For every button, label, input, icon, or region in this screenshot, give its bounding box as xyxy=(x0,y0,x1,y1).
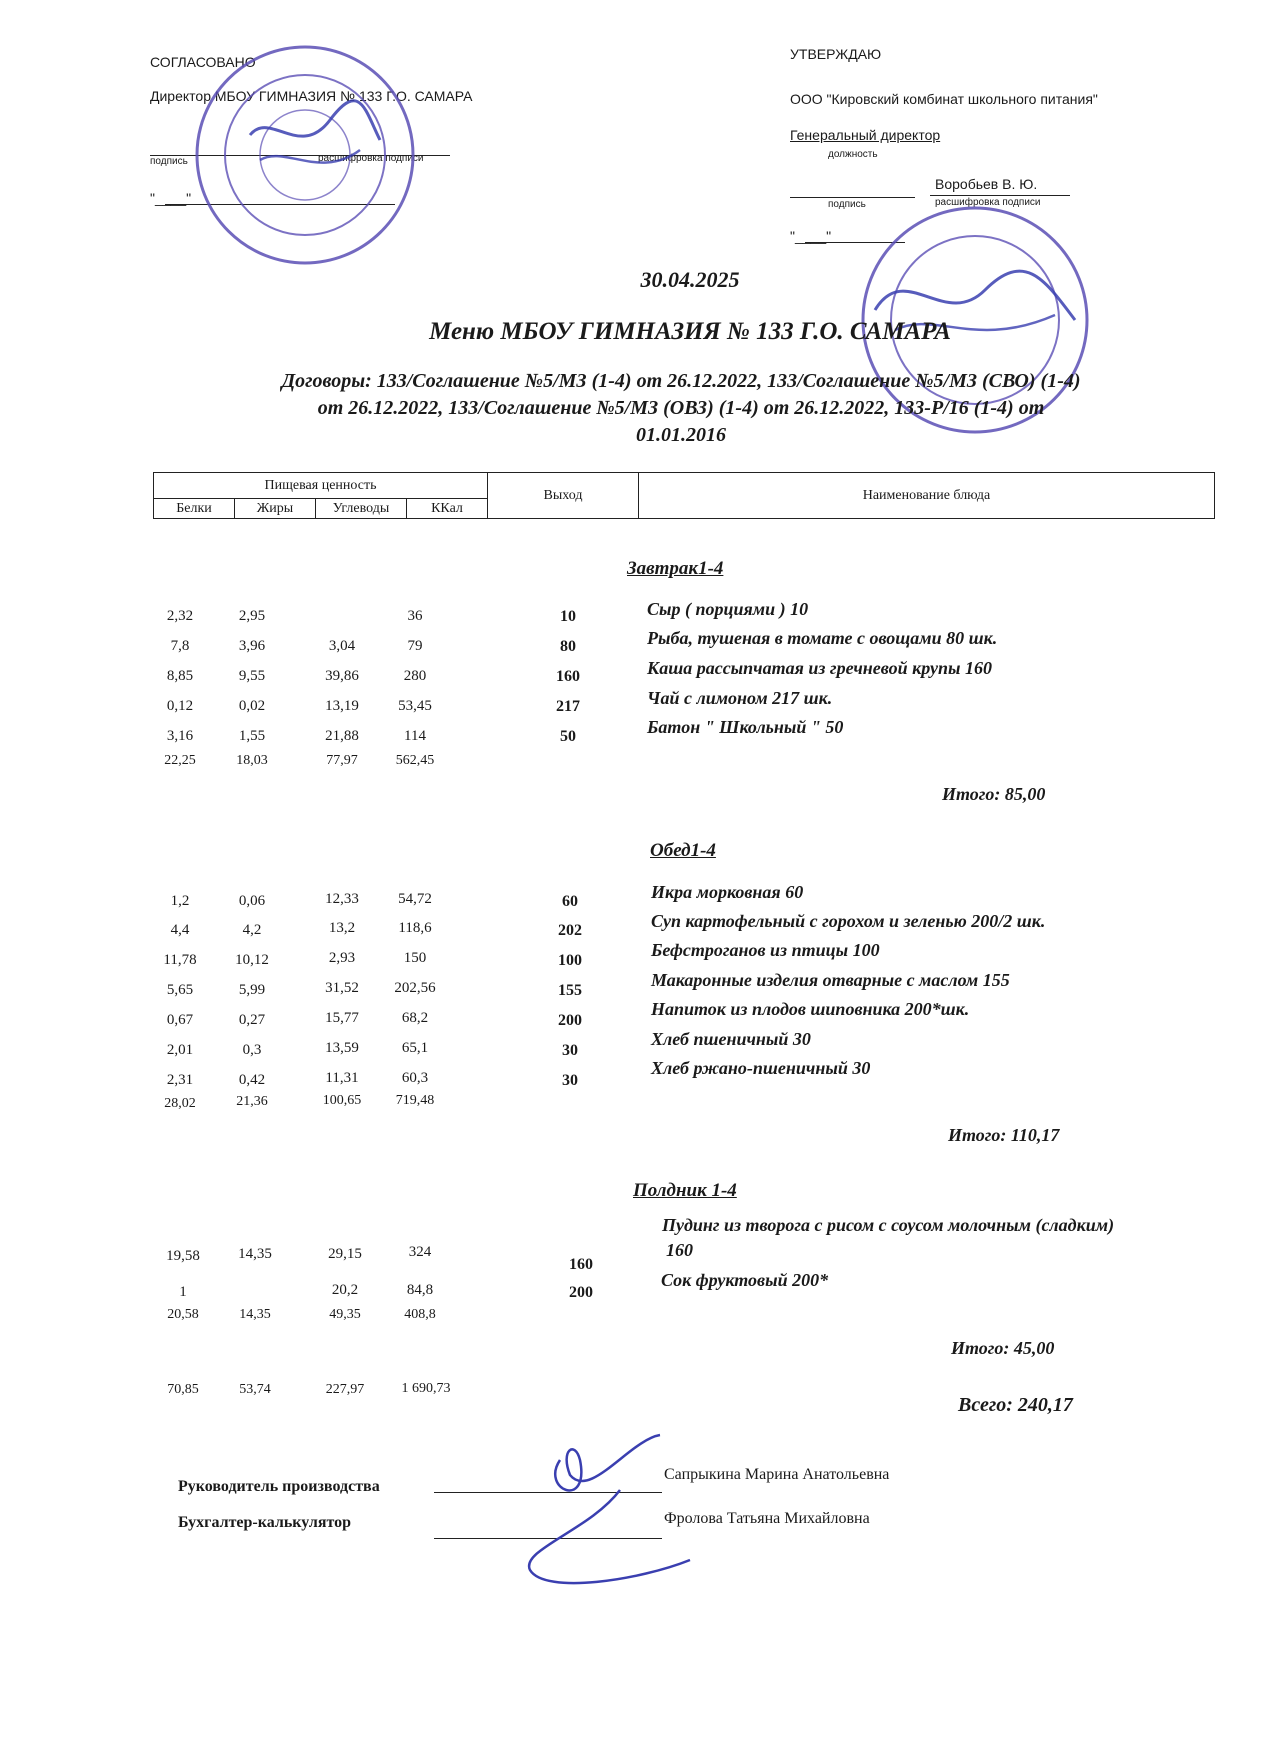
lunch-total: Итого: 110,17 xyxy=(948,1125,1060,1145)
dish-name: Пудинг из творога с рисом с соусом молочным (сладким) xyxy=(662,1215,1115,1235)
menu-table-header xyxy=(153,472,1215,519)
kcal-header: ККал xyxy=(407,499,488,519)
sign-caption-right: подпись xyxy=(828,199,866,210)
accountant-name: Фролова Татьяна Михайловна xyxy=(664,1510,870,1527)
contracts-line-1: Договоры: 133/Соглашение №5/МЗ (1-4) от 26.12.2022, 133/Соглашение №5/МЗ (СВО) (1-4) xyxy=(281,370,1081,392)
dish-name: Рыба, тушеная в томате с овощами 80 шк. xyxy=(647,628,998,648)
output-value: 155 xyxy=(558,982,582,999)
approved-label: СОГЛАСОВАНО xyxy=(150,54,256,70)
contracts-line-3: 01.01.2016 xyxy=(636,424,726,446)
kcal-value: 60,3 xyxy=(401,1070,429,1086)
protein-value: 2,01 xyxy=(166,1042,194,1058)
output-value: 10 xyxy=(560,608,576,625)
protein-sum: 22,25 xyxy=(164,753,196,768)
output-header: Выход xyxy=(488,473,639,519)
carbs-value: 13,2 xyxy=(328,920,356,936)
section-snack-title: Полдник 1-4 xyxy=(633,1180,737,1201)
signer-line xyxy=(930,195,1070,196)
carbs-sum: 100,65 xyxy=(322,1093,362,1108)
date-stub-left: "____" xyxy=(150,190,192,206)
fat-value: 10,12 xyxy=(235,952,269,968)
director-line: Директор МБОУ ГИМНАЗИЯ № 133 Г.О. САМАРА xyxy=(150,88,473,104)
section-breakfast-title: Завтрак1-4 xyxy=(627,558,724,579)
dish-name: Напиток из плодов шиповника 200*шк. xyxy=(651,999,970,1019)
round-stamp-left xyxy=(190,40,420,270)
dish-name: Икра морковная 60 xyxy=(651,882,804,902)
output-value: 217 xyxy=(556,698,580,715)
protein-sum: 20,58 xyxy=(167,1307,199,1322)
carbs-sum: 49,35 xyxy=(329,1307,361,1322)
protein-value: 7,8 xyxy=(170,638,190,654)
carbs-value: 2,93 xyxy=(328,950,356,966)
contracts-line-2: от 26.12.2022, 133/Соглашение №5/МЗ (ОВЗ) (1-4) от 26.12.2022, 133-Р/16 (1-4) от xyxy=(317,397,1045,419)
dish-name: Чай с лимоном 217 шк. xyxy=(647,688,833,708)
protein-value: 19,58 xyxy=(166,1248,200,1264)
dish-name: Хлеб ржано-пшеничный 30 xyxy=(651,1058,871,1078)
kcal-sum: 562,45 xyxy=(395,753,435,768)
page-title: Меню МБОУ ГИМНАЗИЯ № 133 Г.О. САМАРА xyxy=(429,318,951,345)
carbs-sum: 77,97 xyxy=(326,753,358,768)
kcal-value: 53,45 xyxy=(398,698,432,714)
company-name: ООО "Кировский комбинат школьного питания" xyxy=(790,91,1098,107)
protein-grand: 70,85 xyxy=(167,1382,199,1397)
output-value: 60 xyxy=(562,893,578,910)
kcal-value: 84,8 xyxy=(406,1282,434,1298)
protein-value: 2,31 xyxy=(166,1072,194,1088)
protein-value: 1,2 xyxy=(170,893,190,909)
protein-value: 11,78 xyxy=(163,952,197,968)
output-value: 200 xyxy=(558,1012,582,1029)
kcal-value: 202,56 xyxy=(394,980,436,996)
protein-value: 4,4 xyxy=(170,922,190,938)
breakfast-total: Итого: 85,00 xyxy=(942,784,1046,804)
kcal-value: 118,6 xyxy=(398,920,432,936)
kcal-value: 280 xyxy=(403,668,427,684)
protein-value: 3,16 xyxy=(166,728,194,744)
output-value: 160 xyxy=(569,1256,593,1273)
fat-grand: 53,74 xyxy=(239,1382,271,1397)
fat-value: 9,55 xyxy=(238,668,266,684)
fat-value: 1,55 xyxy=(238,728,266,744)
kcal-value: 36 xyxy=(407,608,423,624)
kcal-value: 68,2 xyxy=(401,1010,429,1026)
output-value: 202 xyxy=(558,922,582,939)
carbs-value: 13,19 xyxy=(325,698,359,714)
fat-sum: 21,36 xyxy=(236,1094,268,1109)
menu-date: 30.04.2025 xyxy=(640,267,740,292)
director-position: Генеральный директор xyxy=(790,127,941,143)
carbs-value: 31,52 xyxy=(325,980,359,996)
protein-value: 0,12 xyxy=(166,698,194,714)
fat-sum: 18,03 xyxy=(236,753,268,768)
carbs-value: 12,33 xyxy=(325,891,359,907)
protein-sum: 28,02 xyxy=(164,1096,196,1111)
kcal-sum: 719,48 xyxy=(395,1093,435,1108)
section-lunch-title: Обед1-4 xyxy=(650,840,716,861)
dish-name: Хлеб пшеничный 30 xyxy=(651,1029,811,1049)
kcal-sum: 408,8 xyxy=(404,1307,436,1322)
nutrition-header: Пищевая ценность xyxy=(154,473,488,499)
fat-value: 4,2 xyxy=(242,922,262,938)
dish-name: Сыр ( порциями ) 10 xyxy=(647,599,809,619)
dish-name: Макаронные изделия отварные с маслом 155 xyxy=(651,970,1010,990)
dish-name: Сок фруктовый 200* xyxy=(661,1270,829,1290)
fat-value: 0,02 xyxy=(238,698,266,714)
protein-value: 2,32 xyxy=(166,608,194,624)
carbs-grand: 227,97 xyxy=(325,1382,365,1397)
carbs-header: Углеводы xyxy=(316,499,407,519)
date-stub-right: "____" xyxy=(790,228,832,244)
dish-name: Каша рассыпчатая из гречневой крупы 160 xyxy=(647,658,992,678)
kcal-value: 324 xyxy=(408,1244,432,1260)
carbs-value: 13,59 xyxy=(325,1040,359,1056)
fat-value: 0,06 xyxy=(238,893,266,909)
carbs-value: 39,86 xyxy=(325,668,359,684)
kcal-value: 79 xyxy=(407,638,423,654)
sign-line-right xyxy=(790,197,915,198)
handwritten-signatures xyxy=(500,1420,700,1600)
carbs-value: 21,88 xyxy=(325,728,359,744)
output-value: 30 xyxy=(562,1072,578,1089)
signer-name: Воробьев В. Ю. xyxy=(935,176,1038,192)
output-value: 100 xyxy=(558,952,582,969)
output-value: 30 xyxy=(562,1042,578,1059)
dish-name: Батон " Школьный " 50 xyxy=(647,717,844,737)
kcal-grand: 1 690,73 xyxy=(401,1381,451,1396)
output-value: 50 xyxy=(560,728,576,745)
kcal-value: 114 xyxy=(404,728,426,744)
decode-caption-right: расшифровка подписи xyxy=(935,197,1041,208)
carbs-value: 15,77 xyxy=(325,1010,359,1026)
carbs-value: 11,31 xyxy=(325,1070,359,1086)
protein-value: 8,85 xyxy=(166,668,194,684)
fat-value: 5,99 xyxy=(238,982,266,998)
output-value: 80 xyxy=(560,638,576,655)
carbs-value: 3,04 xyxy=(328,638,356,654)
position-caption: должность xyxy=(828,149,878,160)
head-name: Сапрыкина Марина Анатольевна xyxy=(664,1466,890,1483)
head-label: Руководитель производства xyxy=(178,1478,380,1495)
dish-name: Суп картофельный с горохом и зеленью 200/2 шк. xyxy=(651,911,1046,931)
fat-value: 0,27 xyxy=(238,1012,266,1028)
decode-caption-left: расшифровка подписи xyxy=(318,153,424,164)
fat-value: 0,3 xyxy=(242,1042,262,1058)
protein-header: Белки xyxy=(154,499,235,519)
accountant-label: Бухгалтер-калькулятор xyxy=(178,1514,352,1531)
output-value: 160 xyxy=(556,668,580,685)
kcal-value: 150 xyxy=(403,950,427,966)
kcal-value: 54,72 xyxy=(398,891,432,907)
snack-total: Итого: 45,00 xyxy=(951,1338,1055,1358)
dish-name-continued: 160 xyxy=(666,1240,693,1260)
fat-value: 3,96 xyxy=(238,638,266,654)
carbs-value: 29,15 xyxy=(328,1246,362,1262)
fat-value: 0,42 xyxy=(238,1072,266,1088)
sign-caption-left: подпись xyxy=(150,156,188,167)
protein-value: 0,67 xyxy=(166,1012,194,1028)
fat-value: 2,95 xyxy=(238,608,266,624)
dish-name-header: Наименование блюда xyxy=(639,473,1215,519)
dish-name: Бефстроганов из птицы 100 xyxy=(651,940,880,960)
carbs-value: 20,2 xyxy=(331,1282,359,1298)
fat-sum: 14,35 xyxy=(239,1307,271,1322)
protein-value: 5,65 xyxy=(166,982,194,998)
fat-value: 14,35 xyxy=(238,1246,272,1262)
approve-label: УТВЕРЖДАЮ xyxy=(790,46,882,62)
fat-header: Жиры xyxy=(235,499,316,519)
output-value: 200 xyxy=(569,1284,593,1301)
protein-value: 1 xyxy=(179,1284,187,1300)
kcal-value: 65,1 xyxy=(401,1040,429,1056)
grand-total: Всего: 240,17 xyxy=(958,1394,1073,1416)
